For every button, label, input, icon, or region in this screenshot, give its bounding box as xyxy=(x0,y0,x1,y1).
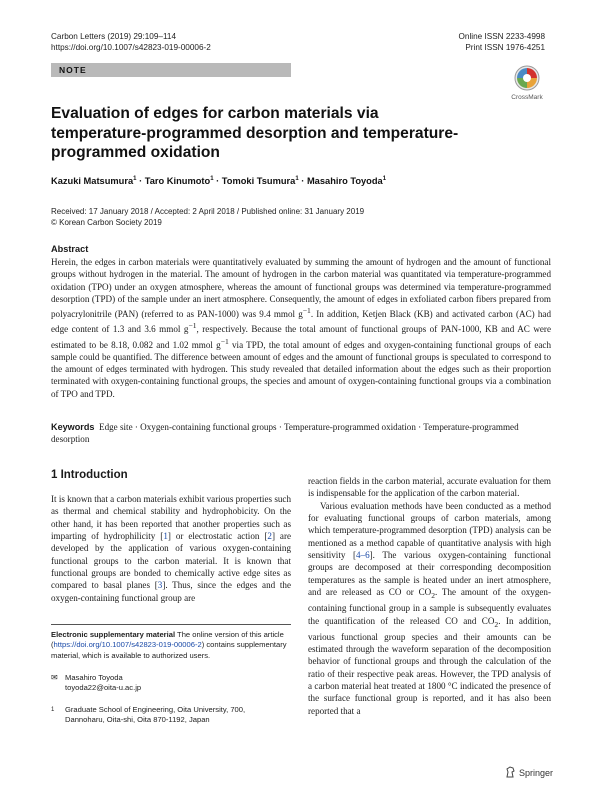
corresponding-author: Masahiro Toyoda xyxy=(65,673,123,682)
citation-link[interactable]: 3 xyxy=(157,580,163,591)
affiliation-number: 1 xyxy=(51,707,55,713)
history-dates: Received: 17 January 2018 / Accepted: 2 April 2018 / Published online: 31 January 2019 xyxy=(51,207,365,216)
citation-link[interactable]: 2 xyxy=(267,531,272,542)
author-name[interactable]: Tomoki Tsumura xyxy=(221,176,296,187)
unit-exponent: −1 xyxy=(188,321,197,331)
journal-citation: Carbon Letters (2019) 29:109–114 xyxy=(51,32,177,41)
publisher-name: Springer xyxy=(519,768,554,778)
paragraph: Various evaluation methods have been conducted as a method for evaluating functional groups of carbon materials, among which temperature-programmed desorption (TPD) analysis can be mentioned as a method capable of quantitative analysis with high sensitivity [4–6]. The various oxygen-containing functional groups are decomposed at their corresponding decomposition temperatures as the sample is heated under an inert atmosphere, and are released as CO or $CO_2$. The amount of the oxygen-containing functional group in a sample is subsequently evaluates the quantification of the released CO and $CO_2$. In addition, various functional group species and their amounts can be estimated through the waveform separation of the decomposition behavior of functional groups and through the calculation of the ratio of their respective peak areas. However, the TPD analysis of a carbon material heat treated at 1800 °C indicated the presence of the surface functional group is reported, and it has also been reported that a xyxy=(308,500,552,716)
publisher-logo xyxy=(505,766,553,778)
envelope-icon: ✉ xyxy=(51,673,58,682)
keywords-list: Edge site · Oxygen-containing functional groups · Temperature-programmed oxidation · Temperature-programmed desorption xyxy=(51,422,519,445)
unit-exponent: −1 xyxy=(220,336,229,346)
author-name[interactable]: Masahiro Toyoda xyxy=(306,176,383,187)
article-type-label: NOTE xyxy=(59,65,87,75)
section-heading-introduction: 1 Introduction xyxy=(51,469,128,481)
author-list: Kazuki Matsumura$^1$ · Taro Kinumoto$^1$ · Tomoki Tsumura$^1$ · Masahiro Toyoda$^1$ xyxy=(51,176,387,187)
publication-dates xyxy=(51,207,364,228)
springer-horse-icon xyxy=(505,766,516,778)
keywords-label: Keywords xyxy=(51,422,95,432)
abstract-text: Herein, the edges in carbon materials were quantitatively evaluated by summing the amount of hydrogen and the amount of functional groups without hydrogen in the material. The amount of hydrogen in the carbon material was quantitated via temperature-programmed oxidation (TPO) under an oxygen atmosphere, whereas the amount of functional groups was determined via temperature-programmed desorption (TPD) of the sample under an inert atmosphere. Consequently, the amount of edges in exfoliated carbon fibers prepared from polyacrylonitrile (PAN) (referred to as PAN-1000) was 9.4 mmol g xyxy=(51,257,551,320)
paragraph: It is known that a carbon materials exhibit various properties such as thermal and chemical stability and hydrophobicity. On the other hand, it has been reported that another properties such as imparting of hydrophilicity [1] or electrostatic action [2] are developed by the application of various oxygen-containing functional groups to the carbon material. It is known that functional groups are bonded to chemically active edge sites as compared to basal planes [3]. Thus, since the edges and the oxygen-containing functional group are xyxy=(51,494,292,603)
print-issn: Print ISSN 1976-4251 xyxy=(465,43,545,52)
unit-exponent: −1 xyxy=(302,306,311,315)
author-name[interactable]: Taro Kinumoto xyxy=(144,176,211,187)
abstract-text: , respectively. Because the total amount of functional groups of PAN-1000, KB and AC were estimated to be 8.18, 0.082 and 1.02 mmol g xyxy=(51,324,551,350)
abstract-text: via TPD, the total amount of edges and oxygen-containing functional groups of each sample could be quantified. The difference between amount of edges and the amount of functional groups is speculated to correspond to the amount of edges terminated with hydrogen. This study revealed that detailed information about the edges such as their proportion terminated with oxygen-containing functional groups, the species and amount of oxygen-containing functional groups via a combination of TPO and TPD. xyxy=(51,339,551,399)
affiliation-line: Graduate School of Engineering, Oita University, 700, xyxy=(65,705,246,714)
author-affiliation-mark: 1 xyxy=(382,176,387,182)
supplementary-label: Electronic supplementary material xyxy=(51,630,176,639)
footnote-divider xyxy=(51,624,291,625)
crossmark-badge[interactable] xyxy=(503,64,551,102)
author-name[interactable]: Kazuki Matsumura xyxy=(51,176,134,187)
article-title: Evaluation of edges for carbon materials via temperature-programmed desorption and temperature-programmed oxidation xyxy=(51,105,459,161)
correspondence xyxy=(51,673,141,694)
issn-block xyxy=(459,31,545,53)
supplementary-note: Electronic supplementary material The online version of this article (https://doi.org/10.1007/s42823-019-00006-2) contains supplementary material, which is available to authorized users. xyxy=(51,630,287,660)
abstract-text: . In addition, Ketjen Black (KB) and activated carbon (AC) had edge content of 1.3 and 3.6 mmol g xyxy=(51,309,551,335)
journal-header xyxy=(51,31,211,53)
crossmark-label: CrossMark xyxy=(511,94,543,101)
body-column-left xyxy=(51,493,291,604)
citation-link[interactable]: 1 xyxy=(163,531,168,542)
crossmark-icon xyxy=(503,64,551,102)
author-affiliation-mark: 1 xyxy=(133,176,137,182)
doi-link[interactable]: https://doi.org/10.1007/s42823-019-00006-2 xyxy=(51,43,211,52)
supplementary-doi-link[interactable]: https://doi.org/10.1007/s42823-019-00006-2 xyxy=(53,640,202,650)
article-type-bar xyxy=(51,63,291,77)
author-affiliation-mark: 1 xyxy=(210,176,214,182)
keywords xyxy=(51,421,551,446)
author-email[interactable]: toyoda22@oita-u.ac.jp xyxy=(65,683,142,693)
online-issn: Online ISSN 2233-4998 xyxy=(458,32,545,41)
citation-link[interactable]: 4–6 xyxy=(355,550,370,561)
affiliation-line: Dannoharu, Oita-shi, Oita 870-1192, Japan xyxy=(65,715,210,725)
body-column-right xyxy=(308,475,551,717)
abstract-heading: Abstract xyxy=(51,244,89,254)
abstract-body xyxy=(51,256,551,400)
author-affiliation-mark: 1 xyxy=(295,176,299,182)
paragraph: reaction fields in the carbon material, accurate evaluation for them is indispensable for the application of the carbon material. xyxy=(308,476,551,499)
affiliation xyxy=(51,705,245,726)
copyright-line: © Korean Carbon Society 2019 xyxy=(51,217,162,227)
